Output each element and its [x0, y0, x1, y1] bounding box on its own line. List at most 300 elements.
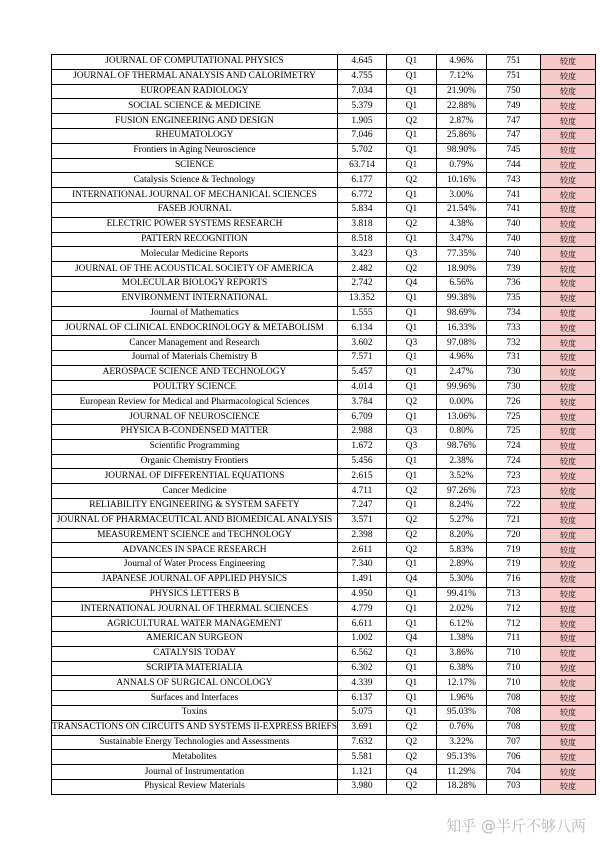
percent-cell: 21.54%	[436, 202, 486, 217]
level-cell: 较度	[540, 617, 595, 632]
impact-factor-cell: 6.137	[337, 691, 386, 706]
impact-factor-cell: 1.491	[337, 572, 386, 587]
quartile-cell: Q1	[386, 232, 436, 247]
impact-factor-cell: 1.555	[337, 306, 386, 321]
impact-factor-cell: 4.779	[337, 602, 386, 617]
quartile-cell: Q4	[386, 765, 436, 780]
count-cell: 706	[486, 750, 540, 765]
count-cell: 751	[486, 55, 540, 70]
journal-name-cell: RHEUMATOLOGY	[52, 128, 338, 143]
table-row	[52, 528, 596, 543]
impact-factor-cell: 4.339	[337, 676, 386, 691]
quartile-cell: Q1	[386, 365, 436, 380]
percent-cell: 7.12%	[436, 69, 486, 84]
percent-cell: 77.35%	[436, 247, 486, 262]
percent-cell: 99.41%	[436, 587, 486, 602]
level-cell: 较度	[540, 410, 595, 425]
table-row	[52, 99, 596, 114]
journal-name-cell: PHYSICS LETTERS B	[52, 587, 338, 602]
journal-name-cell: Journal of Instrumentation	[52, 765, 338, 780]
journal-name-cell: INTERNATIONAL JOURNAL OF MECHANICAL SCIENCES	[52, 188, 338, 203]
table-row	[52, 321, 596, 336]
impact-factor-cell: 1.121	[337, 765, 386, 780]
journal-name-cell: Physical Review Materials	[52, 780, 338, 795]
count-cell: 749	[486, 99, 540, 114]
table-row	[52, 617, 596, 632]
percent-cell: 0.80%	[436, 424, 486, 439]
quartile-cell: Q2	[386, 720, 436, 735]
impact-factor-cell: 4.755	[337, 69, 386, 84]
percent-cell: 2.02%	[436, 602, 486, 617]
journal-name-cell: EUROPEAN RADIOLOGY	[52, 84, 338, 99]
impact-factor-cell: 5.702	[337, 143, 386, 158]
level-cell: 较度	[540, 780, 595, 795]
table-row	[52, 765, 596, 780]
journal-name-cell: PATTERN RECOGNITION	[52, 232, 338, 247]
level-cell: 较度	[540, 572, 595, 587]
impact-factor-cell: 8.518	[337, 232, 386, 247]
percent-cell: 2.47%	[436, 365, 486, 380]
journal-name-cell: Organic Chemistry Frontiers	[52, 454, 338, 469]
count-cell: 743	[486, 173, 540, 188]
table-row	[52, 587, 596, 602]
table-row	[52, 498, 596, 513]
quartile-cell: Q2	[386, 780, 436, 795]
count-cell: 708	[486, 720, 540, 735]
table-row	[52, 276, 596, 291]
count-cell: 732	[486, 336, 540, 351]
journal-name-cell: FUSION ENGINEERING AND DESIGN	[52, 114, 338, 129]
table-row	[52, 572, 596, 587]
percent-cell: 4.38%	[436, 217, 486, 232]
impact-factor-cell: 6.562	[337, 646, 386, 661]
level-cell: 较度	[540, 750, 595, 765]
impact-factor-cell: 2.742	[337, 276, 386, 291]
journal-name-cell: Journal of Materials Chemistry B	[52, 350, 338, 365]
percent-cell: 98.76%	[436, 439, 486, 454]
impact-factor-cell: 5.834	[337, 202, 386, 217]
table-row	[52, 291, 596, 306]
level-cell: 较度	[540, 306, 595, 321]
quartile-cell: Q2	[386, 217, 436, 232]
quartile-cell: Q1	[386, 691, 436, 706]
impact-factor-cell: 13.352	[337, 291, 386, 306]
count-cell: 747	[486, 128, 540, 143]
table-row	[52, 365, 596, 380]
impact-factor-cell: 7.247	[337, 498, 386, 513]
level-cell: 较度	[540, 84, 595, 99]
table-row	[52, 691, 596, 706]
table-row	[52, 632, 596, 647]
level-cell: 较度	[540, 158, 595, 173]
impact-factor-cell: 3.784	[337, 395, 386, 410]
impact-factor-cell: 3.602	[337, 336, 386, 351]
percent-cell: 21.90%	[436, 84, 486, 99]
percent-cell: 3.47%	[436, 232, 486, 247]
count-cell: 745	[486, 143, 540, 158]
journal-name-cell: JOURNAL OF THE ACOUSTICAL SOCIETY OF AMERICA	[52, 262, 338, 277]
percent-cell: 1.96%	[436, 691, 486, 706]
journal-name-cell: Molecular Medicine Reports	[52, 247, 338, 262]
table-row	[52, 706, 596, 721]
level-cell: 较度	[540, 691, 595, 706]
percent-cell: 95.13%	[436, 750, 486, 765]
table-row	[52, 336, 596, 351]
table-row	[52, 232, 596, 247]
percent-cell: 3.22%	[436, 735, 486, 750]
journal-name-cell: ADVANCES IN SPACE RESEARCH	[52, 543, 338, 558]
journal-name-cell: SOCIAL SCIENCE & MEDICINE	[52, 99, 338, 114]
quartile-cell: Q1	[386, 55, 436, 70]
count-cell: 734	[486, 306, 540, 321]
count-cell: 719	[486, 558, 540, 573]
count-cell: 703	[486, 780, 540, 795]
journal-name-cell: INTERNATIONAL JOURNAL OF THERMAL SCIENCES	[52, 602, 338, 617]
journal-name-cell: JOURNAL OF COMPUTATIONAL PHYSICS	[52, 55, 338, 70]
journal-name-cell: JOURNAL OF NEUROSCIENCE	[52, 410, 338, 425]
level-cell: 较度	[540, 706, 595, 721]
level-cell: 较度	[540, 365, 595, 380]
percent-cell: 25.86%	[436, 128, 486, 143]
table-row	[52, 484, 596, 499]
percent-cell: 1.38%	[436, 632, 486, 647]
level-cell: 较度	[540, 262, 595, 277]
level-cell: 较度	[540, 350, 595, 365]
percent-cell: 6.56%	[436, 276, 486, 291]
journal-name-cell: ELECTRIC POWER SYSTEMS RESEARCH	[52, 217, 338, 232]
impact-factor-cell: 2.482	[337, 262, 386, 277]
impact-factor-cell: 5.457	[337, 365, 386, 380]
percent-cell: 6.12%	[436, 617, 486, 632]
level-cell: 较度	[540, 498, 595, 513]
count-cell: 739	[486, 262, 540, 277]
count-cell: 708	[486, 691, 540, 706]
level-cell: 较度	[540, 128, 595, 143]
count-cell: 710	[486, 676, 540, 691]
impact-factor-cell: 6.611	[337, 617, 386, 632]
journal-name-cell: ANNALS OF SURGICAL ONCOLOGY	[52, 676, 338, 691]
impact-factor-cell: 7.571	[337, 350, 386, 365]
count-cell: 731	[486, 350, 540, 365]
percent-cell: 12.17%	[436, 676, 486, 691]
table-row	[52, 469, 596, 484]
table-row	[52, 424, 596, 439]
journal-name-cell: SCIENCE	[52, 158, 338, 173]
table-row	[52, 735, 596, 750]
percent-cell: 0.76%	[436, 720, 486, 735]
percent-cell: 4.96%	[436, 55, 486, 70]
journal-name-cell: RELIABILITY ENGINEERING & SYSTEM SAFETY	[52, 498, 338, 513]
quartile-cell: Q4	[386, 276, 436, 291]
quartile-cell: Q1	[386, 469, 436, 484]
percent-cell: 97.08%	[436, 336, 486, 351]
level-cell: 较度	[540, 735, 595, 750]
table-row	[52, 558, 596, 573]
count-cell: 740	[486, 232, 540, 247]
count-cell: 710	[486, 661, 540, 676]
quartile-cell: Q1	[386, 676, 436, 691]
count-cell: 740	[486, 247, 540, 262]
journal-name-cell: Scientific Programming	[52, 439, 338, 454]
table-row	[52, 380, 596, 395]
quartile-cell: Q4	[386, 572, 436, 587]
quartile-cell: Q2	[386, 262, 436, 277]
table-row	[52, 114, 596, 129]
quartile-cell: Q2	[386, 114, 436, 129]
quartile-cell: Q1	[386, 143, 436, 158]
table-row	[52, 202, 596, 217]
impact-factor-cell: 4.014	[337, 380, 386, 395]
count-cell: 724	[486, 439, 540, 454]
table-row	[52, 780, 596, 795]
percent-cell: 3.86%	[436, 646, 486, 661]
impact-factor-cell: 1.672	[337, 439, 386, 454]
quartile-cell: Q2	[386, 750, 436, 765]
percent-cell: 10.16%	[436, 173, 486, 188]
quartile-cell: Q1	[386, 306, 436, 321]
journal-name-cell: Journal of Mathematics	[52, 306, 338, 321]
count-cell: 751	[486, 69, 540, 84]
count-cell: 747	[486, 114, 540, 129]
level-cell: 较度	[540, 469, 595, 484]
table-row	[52, 395, 596, 410]
level-cell: 较度	[540, 720, 595, 735]
count-cell: 730	[486, 365, 540, 380]
quartile-cell: Q1	[386, 602, 436, 617]
journal-name-cell: Cancer Medicine	[52, 484, 338, 499]
journal-name-cell: JOURNAL OF PHARMACEUTICAL AND BIOMEDICAL ANALYSIS	[52, 513, 338, 528]
level-cell: 较度	[540, 646, 595, 661]
impact-factor-cell: 4.645	[337, 55, 386, 70]
impact-factor-cell: 1.002	[337, 632, 386, 647]
table-row	[52, 306, 596, 321]
table-row	[52, 439, 596, 454]
journal-name-cell: PHYSICA B-CONDENSED MATTER	[52, 424, 338, 439]
table-row	[52, 454, 596, 469]
quartile-cell: Q2	[386, 395, 436, 410]
quartile-cell: Q3	[386, 424, 436, 439]
table-row	[52, 543, 596, 558]
count-cell: 735	[486, 291, 540, 306]
percent-cell: 11.29%	[436, 765, 486, 780]
quartile-cell: Q1	[386, 291, 436, 306]
impact-factor-cell: 6.134	[337, 321, 386, 336]
percent-cell: 5.83%	[436, 543, 486, 558]
quartile-cell: Q1	[386, 454, 436, 469]
journal-name-cell: AMERICAN SURGEON	[52, 632, 338, 647]
count-cell: 723	[486, 469, 540, 484]
percent-cell: 97.26%	[436, 484, 486, 499]
journal-name-cell: CATALYSIS TODAY	[52, 646, 338, 661]
level-cell: 较度	[540, 217, 595, 232]
quartile-cell: Q1	[386, 128, 436, 143]
impact-factor-cell: 7.340	[337, 558, 386, 573]
percent-cell: 8.24%	[436, 498, 486, 513]
table-row	[52, 55, 596, 70]
count-cell: 708	[486, 706, 540, 721]
count-cell: 723	[486, 484, 540, 499]
percent-cell: 95.03%	[436, 706, 486, 721]
count-cell: 712	[486, 602, 540, 617]
impact-factor-cell: 5.456	[337, 454, 386, 469]
level-cell: 较度	[540, 55, 595, 70]
journal-name-cell: JAPANESE JOURNAL OF APPLIED PHYSICS	[52, 572, 338, 587]
quartile-cell: Q1	[386, 380, 436, 395]
table-row	[52, 646, 596, 661]
journal-name-cell: Frontiers in Aging Neuroscience	[52, 143, 338, 158]
table-row	[52, 158, 596, 173]
quartile-cell: Q1	[386, 410, 436, 425]
impact-factor-cell: 6.177	[337, 173, 386, 188]
count-cell: 707	[486, 735, 540, 750]
level-cell: 较度	[540, 114, 595, 129]
quartile-cell: Q1	[386, 350, 436, 365]
journal-name-cell: MOLECULAR BIOLOGY REPORTS	[52, 276, 338, 291]
journal-name-cell: JOURNAL OF CLINICAL ENDOCRINOLOGY & METABOLISM	[52, 321, 338, 336]
quartile-cell: Q1	[386, 498, 436, 513]
impact-factor-cell: 3.980	[337, 780, 386, 795]
quartile-cell: Q1	[386, 706, 436, 721]
level-cell: 较度	[540, 202, 595, 217]
impact-factor-cell: 2.611	[337, 543, 386, 558]
journal-name-cell: JOURNAL OF DIFFERENTIAL EQUATIONS	[52, 469, 338, 484]
count-cell: 726	[486, 395, 540, 410]
percent-cell: 0.79%	[436, 158, 486, 173]
table-row	[52, 173, 596, 188]
level-cell: 较度	[540, 454, 595, 469]
table-row	[52, 262, 596, 277]
table-body	[52, 55, 596, 795]
journal-name-cell: ENVIRONMENT INTERNATIONAL	[52, 291, 338, 306]
count-cell: 716	[486, 572, 540, 587]
count-cell: 712	[486, 617, 540, 632]
percent-cell: 99.38%	[436, 291, 486, 306]
table-row	[52, 247, 596, 262]
count-cell: 725	[486, 410, 540, 425]
table-row	[52, 350, 596, 365]
percent-cell: 16.33%	[436, 321, 486, 336]
quartile-cell: Q1	[386, 321, 436, 336]
quartile-cell: Q4	[386, 632, 436, 647]
impact-factor-cell: 7.632	[337, 735, 386, 750]
count-cell: 744	[486, 158, 540, 173]
percent-cell: 0.00%	[436, 395, 486, 410]
table-row	[52, 661, 596, 676]
count-cell: 750	[486, 84, 540, 99]
percent-cell: 6.38%	[436, 661, 486, 676]
level-cell: 较度	[540, 676, 595, 691]
impact-factor-cell: 3.818	[337, 217, 386, 232]
table-row	[52, 410, 596, 425]
quartile-cell: Q1	[386, 646, 436, 661]
level-cell: 较度	[540, 439, 595, 454]
percent-cell: 5.30%	[436, 572, 486, 587]
count-cell: 741	[486, 202, 540, 217]
count-cell: 730	[486, 380, 540, 395]
count-cell: 710	[486, 646, 540, 661]
quartile-cell: Q1	[386, 558, 436, 573]
count-cell: 713	[486, 587, 540, 602]
journal-name-cell: Metabolites	[52, 750, 338, 765]
percent-cell: 4.96%	[436, 350, 486, 365]
percent-cell: 98.69%	[436, 306, 486, 321]
table-row	[52, 217, 596, 232]
journal-name-cell: European Review for Medical and Pharmacological Sciences	[52, 395, 338, 410]
impact-factor-cell: 2.988	[337, 424, 386, 439]
level-cell: 较度	[540, 143, 595, 158]
level-cell: 较度	[540, 99, 595, 114]
impact-factor-cell: 5.581	[337, 750, 386, 765]
percent-cell: 2.87%	[436, 114, 486, 129]
quartile-cell: Q2	[386, 513, 436, 528]
impact-factor-cell: 5.075	[337, 706, 386, 721]
quartile-cell: Q2	[386, 543, 436, 558]
level-cell: 较度	[540, 173, 595, 188]
impact-factor-cell: 3.423	[337, 247, 386, 262]
journal-name-cell: TRANSACTIONS ON CIRCUITS AND SYSTEMS II-EXPRESS BRIEFS	[52, 720, 338, 735]
level-cell: 较度	[540, 276, 595, 291]
journal-name-cell: Catalysis Science & Technology	[52, 173, 338, 188]
percent-cell: 3.52%	[436, 469, 486, 484]
quartile-cell: Q1	[386, 617, 436, 632]
quartile-cell: Q1	[386, 188, 436, 203]
quartile-cell: Q1	[386, 661, 436, 676]
impact-factor-cell: 7.046	[337, 128, 386, 143]
impact-factor-cell: 6.772	[337, 188, 386, 203]
quartile-cell: Q2	[386, 484, 436, 499]
impact-factor-cell: 2.398	[337, 528, 386, 543]
journal-name-cell: Surfaces and Interfaces	[52, 691, 338, 706]
quartile-cell: Q1	[386, 587, 436, 602]
journal-name-cell: MEASUREMENT SCIENCE and TECHNOLOGY	[52, 528, 338, 543]
level-cell: 较度	[540, 765, 595, 780]
level-cell: 较度	[540, 661, 595, 676]
level-cell: 较度	[540, 513, 595, 528]
table-row	[52, 750, 596, 765]
level-cell: 较度	[540, 484, 595, 499]
level-cell: 较度	[540, 247, 595, 262]
journal-name-cell: POULTRY SCIENCE	[52, 380, 338, 395]
count-cell: 720	[486, 528, 540, 543]
level-cell: 较度	[540, 232, 595, 247]
percent-cell: 2.89%	[436, 558, 486, 573]
journal-name-cell: Sustainable Energy Technologies and Assessments	[52, 735, 338, 750]
level-cell: 较度	[540, 321, 595, 336]
count-cell: 719	[486, 543, 540, 558]
quartile-cell: Q2	[386, 528, 436, 543]
count-cell: 721	[486, 513, 540, 528]
impact-factor-cell: 3.691	[337, 720, 386, 735]
percent-cell: 8.20%	[436, 528, 486, 543]
table-row	[52, 143, 596, 158]
journal-table	[51, 54, 596, 795]
percent-cell: 98.90%	[436, 143, 486, 158]
quartile-cell: Q2	[386, 735, 436, 750]
level-cell: 较度	[540, 543, 595, 558]
journal-name-cell: AEROSPACE SCIENCE AND TECHNOLOGY	[52, 365, 338, 380]
quartile-cell: Q1	[386, 202, 436, 217]
level-cell: 较度	[540, 291, 595, 306]
level-cell: 较度	[540, 424, 595, 439]
count-cell: 736	[486, 276, 540, 291]
journal-name-cell: AGRICULTURAL WATER MANAGEMENT	[52, 617, 338, 632]
count-cell: 711	[486, 632, 540, 647]
level-cell: 较度	[540, 602, 595, 617]
impact-factor-cell: 2.615	[337, 469, 386, 484]
count-cell: 733	[486, 321, 540, 336]
impact-factor-cell: 6.709	[337, 410, 386, 425]
level-cell: 较度	[540, 336, 595, 351]
